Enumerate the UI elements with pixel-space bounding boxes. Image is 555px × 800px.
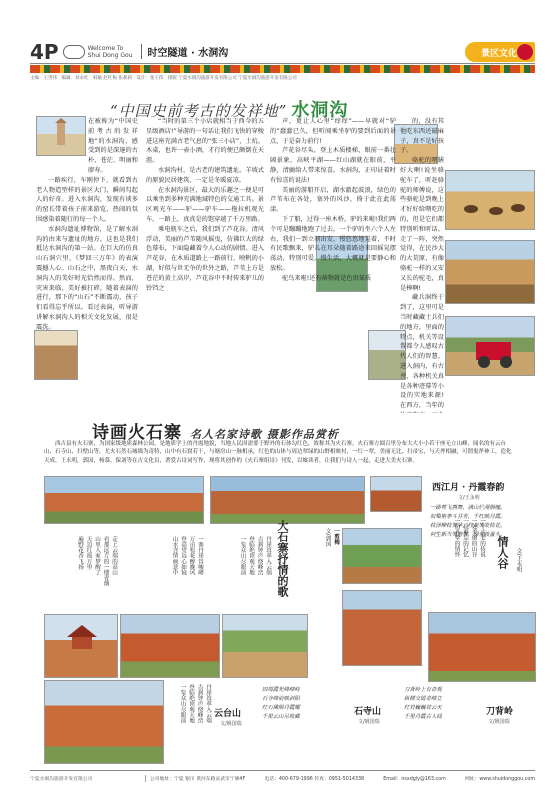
shisi-line4: 千里云山尽收藏 [262,714,300,720]
article1-title-main: 水洞沟 [291,100,349,121]
yuntai-line1: 丹崖耸翠入云端 [205,684,211,724]
decorative-stripe [30,65,535,73]
article1-col1-p2: 一路疾行，车刚停下，就看到古老人物造型样的景区大门，瞬间勾起人的好奇。进入水洞沟，发现有谈多的窑长带着孩子前来游览，热闹的氛围感染着随行的每一个人。 [36,176,138,223]
article1-col3-p2: 芦花谷尽头，登上木质楼梯，眼前一番壮阔景象，高峡平湖——红山湖就在眼前，平静，清幽给人带来惊喜。水洞沟，正印证着时有惊喜的说法! [270,147,396,184]
logo-icon [63,45,85,59]
green-hills-photo [342,528,422,584]
yuntai-line3: 登临绝顶观天地 [188,684,194,724]
article1-col1-p1: 在被称为“中国史前考古的发祥地”的水洞沟，感受到的是深邃的古朴、苍茫、明丽和廖寿。 [88,118,138,174]
page-footer [30,770,535,786]
poem3-title: 一剪梅 [333,528,339,545]
poem1-line2: 奴梨艳李斗芬芳，千红映丹霞。 [430,514,506,520]
vpoem3-line4: 一览众山尽眼前 [239,536,246,576]
poem7-author: 文/姚国瑞 [488,719,510,725]
footer-tel: 电话：400-679-1996 传真：0951-5014338 [264,777,365,782]
page-number: 4P [30,39,59,64]
article1-col4-p2: 骆驼的喂膳好大啊!说坐骆驼车了，听赶骆驼的师傅说，这些骆驼是到晚上才好好给喂吃的的，但是它们都特别听和听话。走了一阵，突然觉得，在民沙大的大荒原，有像骆驼一样的又安又长的驼毛，真是棒啊! [400,157,444,292]
poem6-author: 文/姚国瑞 [358,719,380,725]
poem2-title: 大石寨抒情的歌 [276,520,289,597]
vpoem5-line3: 一段难忘的记忆 [462,518,468,558]
vpoem2-line3: 登高望远心如镜 [180,536,186,576]
vertical-poem-block-1 [48,536,118,611]
article1-column-3 [270,117,396,413]
pavilion-icon [45,615,118,678]
yuntai-line2: 古刹钟声绕峰峦 [196,684,203,724]
vpoem1-line1: 走上云端的高山 [111,536,117,576]
poem4-title: 情人谷 [496,536,509,569]
vpoem1-line2: 看那远方的一缕青烟 [102,536,109,587]
footer-email: Email：nsxdgly@163.com [383,777,446,782]
poem1-line3: 枝泽柳枝笑苹，红炎笑发枝花。 [430,523,506,529]
page-header [30,40,535,64]
article1-column-1-text [36,117,138,413]
vpoem3-line1: 丹崖耸翠入云端 [265,536,271,576]
poem5-author: 文/姚国瑞 [220,721,242,727]
footer-company: 宁夏水洞沟旅游开发有限公司 [30,777,93,782]
welcome-text [88,45,133,59]
article1-col3-p1: 声，更让人心里“痒痒”——早就对“驴的”蠢蠢已久，但听闻乘坐驴的要到后面的景点，于是奋力前行! [270,118,396,145]
canyon-photo [370,476,422,512]
vpoem2-line2: 万亩松花醉晚风 [188,536,195,576]
daobei-line1: 刀背岭上有奇观 [404,687,442,693]
vertical-poem-block-2 [124,536,204,611]
article1-column-2 [146,117,264,413]
article1-col3-p4: 下了船，过得一座木桥，驴的来啦!我们两个可是蹦蹦地跑了过去。一个驴的坐六个人左右，我们一到立刻出发，慢悠悠地晃着，不时有民歌飘来，驴儿在耳朵随着路途来回摇晃摆荡动，特别可爱。慢生活，大概就是要静心和放松。 [270,215,396,272]
poem1-line1: 一路莺飞燕舞，满山烂漫烟缠。 [430,505,506,511]
shisi-line2: 石寺峰前映斜阳 [262,696,300,702]
welcome-line1: Welcome To [87,44,124,52]
daobei-line4: 千里丹霞古人间 [404,714,442,720]
daobei-line2: 纵横交错奇峰立 [404,696,442,702]
terraced-field-photo [222,614,308,678]
article1-col2-p4: 乘电瓶车之后，我们到了芦花谷。清风浮动，美丽的芦苇随风摇曳，仿佛巨大的绿色幕布，下面隐藏着令人心动的剧情。进入芦花谷，在木质道路上一路前行，映帆的小湖，好似与世无争的世外之路，芦苇上方是苍茫的黄土高岸，芦花谷中不时传来驴儿的铃铛之 [146,225,264,292]
vertical-poem-block-4 [300,528,340,608]
article1-col3-p5: 驼鸟来啦!还有萌物就是色贵氮质 [282,274,372,282]
article1-col3-p3: 美丽的游船开启，湖水澈起波浪，绿色的芦苇布在各处，塞外的风沙，倚于此在此荡漾。 [270,186,396,214]
article2-intro: 西吉县有火石寨，为国家级地质森林公园，是地质学上的丹霞地貌，当地人民因需要于野外的石体勾红色，故称其为火石寨。火石寨方圆百里分布大大小小若干座无立山峰，闻名的有云台山、石寺山、扫壁山等，尤火石然石城墙为奇特，山中有石窟若干，与塘房山一脉相承，红色的山体与周边翠绿的山野相映衬，一红一翠，美丽无比，扫帚宝，与天斧相融，可谓鬼斧神工，造化天成。王永明，郭国，杨慕、保刘等在吉文化员，著爱古诗词写作，现将其创作的《火石寨组诗》刊发，以飨读者，让我们与诗人一起，走进大美火石寨。 [44,441,512,464]
poem1-title: 西江月 · 丹霞春韵 [432,483,505,493]
red-cliff-photo [44,476,204,524]
poem1-author: 文/王永明 [458,495,480,501]
seal-icon [517,44,533,60]
article1-col2-p1: “当时的第三个小店就相当于西今的五星级酒店!”导游的一句话让我们飞快的穿梭进这座充满古老气息的“张三小店”，土炕、木桌，也许一壶小酒，才行的便已颇倒在天涯。 [146,118,264,165]
article2-subtitle: 名人名家诗歌 摄影作品赏析 [190,428,339,441]
poem6-title: 石寺山 [354,707,382,717]
vpoem3-line3: 登临绝顶观天地 [248,536,254,576]
poem1-line4: 何生新当笑游客，绿芽妆蛋头。 [430,532,506,538]
section-title: 时空隧道 · 水洞沟 [141,44,229,59]
article1-col4-p3: 藏兵洞终于到了，这里可是当时藏藏士兵们的地方，里面的特点，机关等设置都令人感叹古代人们的智慧。进入洞内，有古井，各种机关真是各种迹幕等小设的实地来源!在西方，当年的 [400,294,444,410]
gorge-photo [342,590,422,666]
vpoem5-line2: 一处美丽的山谷 [470,518,477,558]
footer-address: 公司地址：宁夏 银川 黄河东路灵武市宁修4F [150,777,246,782]
section-badge [465,42,535,62]
poem5-title: 云台山 [214,709,242,719]
shisi-poem-body [262,686,300,722]
mountain-temple-photo [44,680,164,764]
vpoem3-line2: 古刹钟声绕峰峦 [256,536,263,576]
article1-col2-p3: 在水洞沟景区，最大的乐趣之一便是可以乘坐到多种充满地域特色的交通工具。景区观光车——驴——驴车——拖拉机观光车，一路上，真真是的饱穿越了千万里路。 [146,186,264,223]
vpoem1-line4: 天边红霞万里 [85,536,92,570]
red-peak-photo [428,612,536,682]
vpoem1-line5: 遍野花香飞扬 [77,536,83,570]
article1-col4-body [400,117,444,413]
yuntai-poem-body [168,684,212,764]
vpoem5-line1: 一个古老的传说 [479,518,485,558]
article1-col2-p2: 水洞沟村，是古老的建筑遗址。羊坡式的原貌民居建筑，一定是冬暖夏凉。 [146,166,264,184]
yuntai-line4: 一览众山尽眼前 [179,684,186,724]
vpoem2-line4: 山水含情画意中 [171,536,178,576]
article2-title-main: 诗画火石寨 [92,423,182,443]
daobei-line3: 红岩巍巍耸云天 [404,705,442,711]
shisi-line1: 四周霞光峰峰峙 [262,687,300,693]
poem4-author: 文/王永明 [515,548,522,573]
pavilion-photo [44,614,118,678]
shisi-line3: 红石佛阁丹霞耀 [262,705,300,711]
poem7-title: 刀背岭 [486,707,514,717]
badge-label: 景区文化 [480,48,517,59]
vpoem2-line1: 一寨丹崖耸峻峰 [197,536,203,576]
editorial-credits: 主编：王世伟 编辑：刘永红 韩敏 赵红梅 张莉莉 设计：张王伟 排版 宁夏水洞沟旅游开发有限公司 宁夏水洞沟旅游开发有限公司 [30,76,297,81]
article1-col1-p3: 水洞沟遗址博物馆，是了解水洞沟的由来与遗址的地方，这也是我们抵达水洞沟的第一站。在巨大的仿真山石洞穴里，《梦回三万年》的表演震撼人心。山石之中，黑夜白天，水洞沟人的美好时光恰然而得。然而，灾害来临，美好被打碎，随着表演的进行，那下的“山石”不断震动，孩子们看得忘乎所以。看过表演，听导游讲解水洞沟人的相关文化发展，很是震洗。 [36,225,138,331]
vpoem1-line3: 山里人家梦醒了 [94,536,100,576]
welcome-line2: Shui Dong Gou [87,51,133,59]
article1-col4-p1: 的，没有其他吃东西还磁麻子，真不是好孩子。 [400,118,444,155]
poem3-author: 文/郭国 [324,528,331,547]
article1-title-prefix: “中国史前考古的发祥地” [110,102,288,120]
vpoem5-line4: 一份真挚的情怀 [453,518,460,558]
rock-mountain-photo [210,476,365,524]
vertical-poem-block-5 [426,518,486,608]
footer-contact [145,775,535,782]
red-rock-photo [120,614,220,678]
footer-website[interactable]: 网址：www.shuidonggou.com [464,777,535,782]
daobei-poem-body [404,686,442,722]
vertical-poem-block-3 [210,536,272,611]
